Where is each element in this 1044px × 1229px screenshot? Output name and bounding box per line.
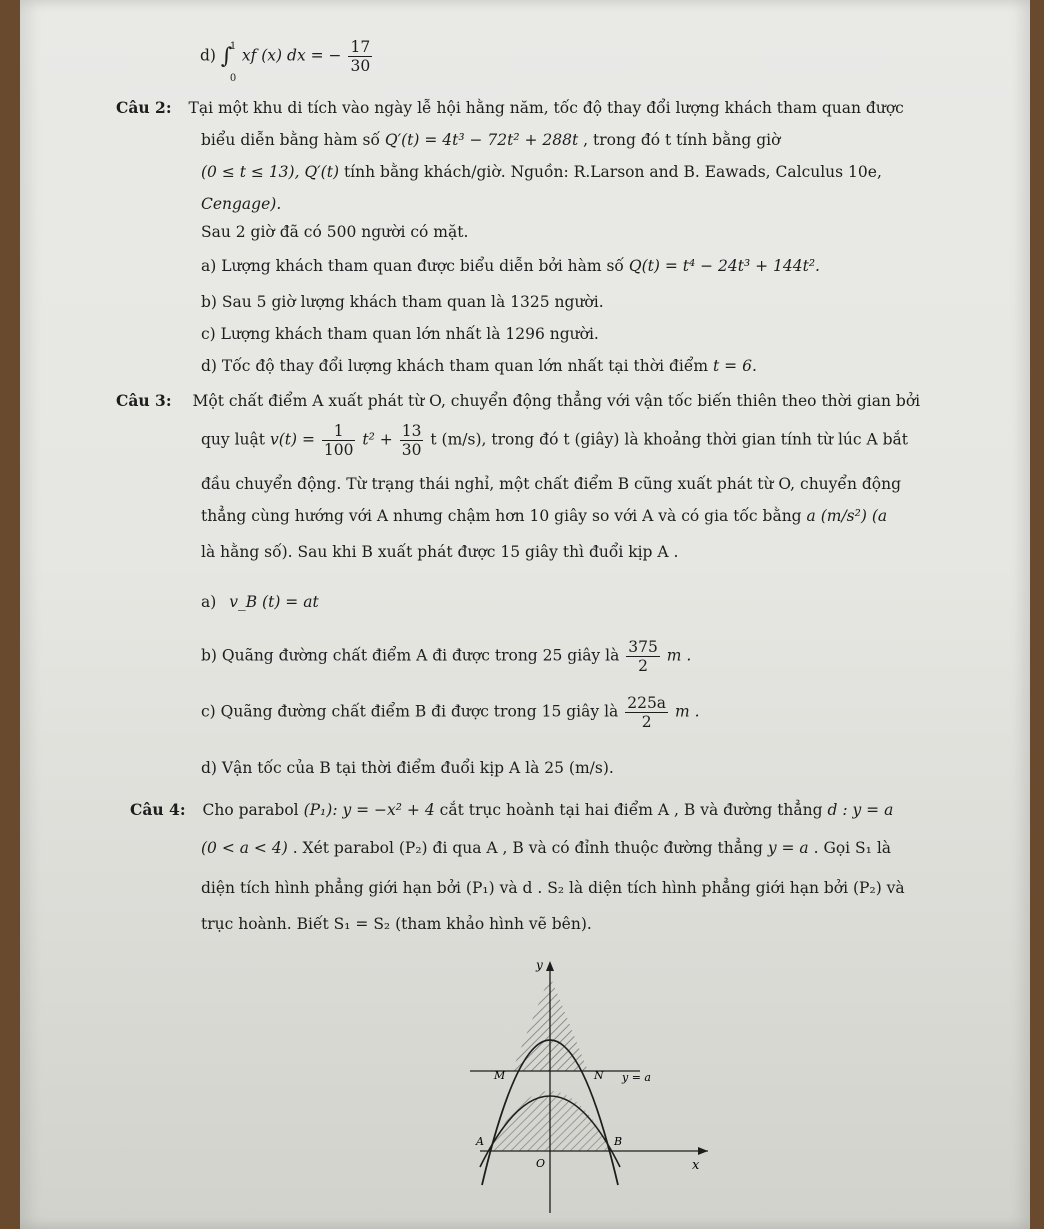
- q2-line3: (0 ≤ t ≤ 13), Q′(t) tính bằng khách/giờ. Nguồn: R.Larson and B. Eawads, Calculus 10e,: [201, 163, 882, 181]
- integral-sign: ∫ 1 0: [221, 47, 237, 67]
- line-label: y = a: [622, 1071, 651, 1084]
- origin-label: O: [536, 1157, 546, 1170]
- q3-option-d: d) Vận tốc của B tại thời điểm đuổi kịp A là 25 (m/s).: [201, 759, 614, 777]
- q3-line5: là hằng số). Sau khi B xuất phát được 15 giây thì đuổi kịp A .: [201, 543, 679, 561]
- q2-option-a: a) Lượng khách tham quan được biểu diễn bởi hàm số Q(t) = t⁴ − 24t³ + 144t².: [201, 257, 820, 275]
- integral-lower-bound: 0: [229, 72, 237, 84]
- q2-line1: Câu 2: Tại một khu di tích vào ngày lễ hội hằng năm, tốc độ thay đổi lượng khách tham quan được: [116, 98, 904, 117]
- q4-parabol-p1: (P₁): y = −x² + 4: [303, 801, 435, 819]
- fraction: $\frac{225a}{2}$: [627, 694, 667, 731]
- fraction: $\frac{1}{100}$: [323, 422, 354, 459]
- q2-label: Câu 2:: [116, 98, 172, 117]
- q3-line2: quy luật v(t) = $\frac{1}{100}$ t² + $\frac{13}{30}$ t (m/s), trong đó t (giây) là khoảng thời gian tính từ lúc A bắt: [201, 422, 909, 459]
- q3-velocity-formula: v_B (t) = at: [229, 593, 319, 611]
- y-axis-arrow-icon: [546, 961, 554, 971]
- x-axis-label: x: [692, 1158, 700, 1173]
- q3-line3: đầu chuyển động. Từ trạng thái nghỉ, một chất điểm B cũng xuất phát từ O, chuyển động: [201, 475, 902, 493]
- integral-upper-bound: 1: [229, 40, 237, 52]
- item-label: d): [200, 46, 216, 65]
- point-m-label: M: [494, 1069, 506, 1082]
- q2-option-b: b) Sau 5 giờ lượng khách tham quan là 1325 người.: [201, 293, 604, 311]
- q4-line4: trục hoành. Biết S₁ = S₂ (tham khảo hình vẽ bên).: [201, 915, 592, 933]
- q4-line1: Câu 4: Cho parabol (P₁): y = −x² + 4 cắt trục hoành tại hai điểm A , B và đường thẳng d : y = a: [130, 800, 894, 819]
- q2-line5: Sau 2 giờ đã có 500 người có mặt.: [201, 223, 469, 241]
- point-n-label: N: [594, 1069, 604, 1082]
- q2-line2: biểu diễn bằng hàm số Q′(t) = 4t³ − 72t² + 288t , trong đó t tính bằng giờ: [201, 131, 781, 149]
- q3-option-c: c) Quãng đường chất điểm B đi được trong 15 giây là $\frac{225a}{2}$ m .: [201, 694, 700, 731]
- q4-line3: diện tích hình phẳng giới hạn bởi (P₁) và d . S₂ là diện tích hình phẳng giới hạn bởi (P₂) và: [201, 879, 905, 897]
- x-axis-arrow-icon: [698, 1147, 708, 1155]
- q4-line2: (0 < a < 4) . Xét parabol (P₂) đi qua A , B và có đỉnh thuộc đường thẳng y = a . Gọi S₁ là: [201, 839, 892, 857]
- q3-label: Câu 3:: [116, 391, 172, 410]
- q2-line4: Cengage).: [201, 195, 282, 213]
- parabola-figure: [460, 955, 720, 1215]
- y-axis-label: y: [536, 958, 543, 972]
- fraction: $\frac{13}{30}$: [401, 422, 422, 459]
- integral-expression: xf (x) dx = −: [241, 46, 342, 65]
- q2-option-d: d) Tốc độ thay đổi lượng khách tham quan lớn nhất tại thời điểm t = 6.: [201, 357, 757, 375]
- q2-option-c: c) Lượng khách tham quan lớn nhất là 1296 người.: [201, 325, 599, 343]
- q2-derivative-formula: Q′(t) = 4t³ − 72t² + 288t: [384, 131, 579, 149]
- fraction: $\frac{17}{30}$: [350, 38, 371, 75]
- q2-function-formula: Q(t) = t⁴ − 24t³ + 144t².: [628, 257, 820, 275]
- fraction: $\frac{375}{2}$: [628, 638, 658, 675]
- q3-line1: Câu 3: Một chất điểm A xuất phát từ O, chuyển động thẳng với vận tốc biến thiên theo thời gian bởi: [116, 391, 921, 410]
- q4-label: Câu 4:: [130, 800, 186, 819]
- q3-option-a: a) v_B (t) = at: [201, 593, 319, 611]
- prev-item-d: [200, 38, 374, 84]
- q3-line4: thẳng cùng hướng với A nhưng chậm hơn 10 giây so với A và có gia tốc bằng a (m/s²) (a: [201, 507, 888, 525]
- q3-option-b: b) Quãng đường chất điểm A đi được trong 25 giây là $\frac{375}{2}$ m .: [201, 638, 692, 675]
- point-b-label: B: [614, 1135, 623, 1148]
- point-a-label: A: [476, 1135, 484, 1148]
